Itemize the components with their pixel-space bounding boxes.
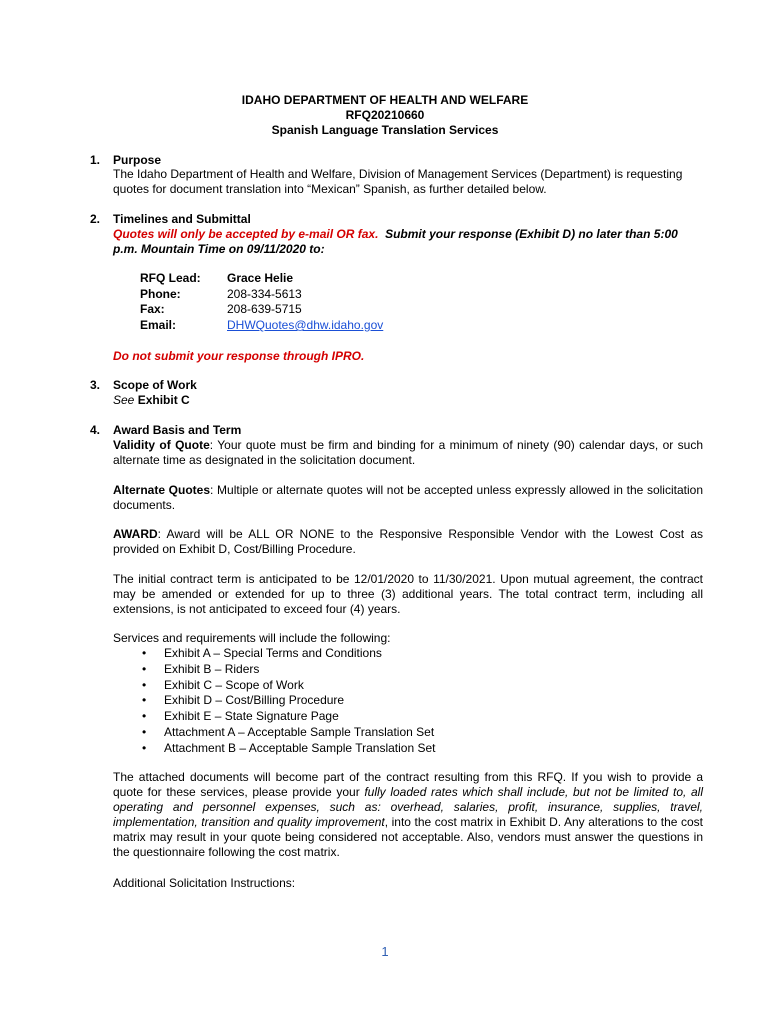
header-rfq-number: RFQ20210660 [345,108,425,122]
services-list-item [140,693,436,709]
section-3-title: Scope of Work [113,378,197,392]
section-3-number: 3. [90,378,101,392]
fax-value: 208-639-5715 [227,302,302,316]
term-paragraph: The initial contract term is anticipated to be 12/01/2020 to 11/30/2021. Upon mutual agreement, the contract may be amended or extended for up to three (3) additional years. The total contract term, including all extensions, is not anticipated to exceed four (4) years. [113,572,703,616]
section-1-number: 1. [90,153,101,167]
services-list-item [140,709,436,725]
services-list-item-label: Exhibit D – Cost/Billing Procedure [164,693,345,708]
additional-instructions: Additional Solicitation Instructions: [113,876,296,890]
rfq-lead-label: RFQ Lead: [140,271,201,285]
award-label: AWARD [113,527,158,541]
submittal-instructions [113,227,703,257]
award-text: : Award will be ALL OR NONE to the Responsive Responsible Vendor with the Lowest Cost as provided on Exhibit D, Cost/Billing Procedure. [113,527,703,556]
services-list-item [140,678,436,694]
submittal-red-text: Quotes will only be accepted by e-mail OR fax. [113,227,379,241]
services-list-item [140,741,436,757]
bullet-icon: • [142,709,147,724]
bullet-icon: • [142,693,147,708]
section-4-number: 4. [90,423,101,437]
validity-label: Validity of Quote [113,438,210,452]
header-title: Spanish Language Translation Services [271,123,499,137]
alternate-text: : Multiple or alternate quotes will not be accepted unless expressly allowed in the solicitation documents. [113,483,703,512]
services-list-item-label: Exhibit B – Riders [164,661,260,676]
award-paragraph [113,527,703,557]
validity-text: : Your quote must be firm and binding for a minimum of ninety (90) calendar days, or such alternate time as designated in the solicitation document. [113,438,703,467]
scope-exhibit: Exhibit C [137,393,190,407]
email-label: Email: [140,318,177,332]
bullet-icon: • [142,661,147,676]
phone-label: Phone: [140,287,181,301]
alternate-label: Alternate Quotes [113,483,211,497]
rfq-lead-value: Grace Helie [227,271,294,285]
bullet-icon: • [142,677,147,692]
services-list-item [140,662,436,678]
page-number: 1 [381,944,389,959]
section-2-title: Timelines and Submittal [113,212,251,226]
attached-italic-text: fully loaded rates which shall include, but not be limited to, all operating and personnel expenses, such as: overhead, salaries, profit, insurance, supplies, travel, implementation, transition and quality improvement [113,785,703,829]
services-intro: Services and requirements will include the following: [113,631,391,645]
fax-label: Fax: [140,302,165,316]
section-2-number: 2. [90,212,101,226]
phone-value: 208-334-5613 [227,287,302,301]
validity-paragraph [113,438,703,468]
header-agency: IDAHO DEPARTMENT OF HEALTH AND WELFARE [241,93,529,107]
section-4-title: Award Basis and Term [113,423,242,437]
bullet-icon: • [142,740,147,755]
services-list-item [140,646,436,662]
attached-documents-paragraph [113,770,703,860]
purpose-body: The Idaho Department of Health and Welfare, Division of Management Services (Department) is requesting quotes for document translation into “Mexican” Spanish, as further detailed below. [113,167,683,196]
services-list-item [140,725,436,741]
alternate-paragraph [113,483,703,513]
services-list [140,646,436,757]
bullet-icon: • [142,724,147,739]
submittal-deadline-text: Submit your response (Exhibit D) no later than 5:00 p.m. Mountain Time on 09/11/2020 to: [113,227,678,256]
section-1-title: Purpose [113,153,162,167]
ipro-warning: Do not submit your response through IPRO. [113,349,365,363]
scope-see: See [113,393,135,407]
email-link[interactable]: DHWQuotes@dhw.idaho.gov [227,318,384,332]
services-list-item-label: Attachment B – Acceptable Sample Translation Set [164,740,436,755]
bullet-icon: • [142,646,147,660]
services-list-item-label: Exhibit A – Special Terms and Conditions [164,646,382,660]
services-list-item-label: Exhibit E – State Signature Page [164,709,339,724]
attached-text-2: , into the cost matrix in Exhibit D. Any alterations to the cost matrix may result in your quote being considered not acceptable. Also, vendors must answer the questions in the questionnaire following the cost matrix. [113,815,703,859]
services-list-item-label: Exhibit C – Scope of Work [164,677,304,692]
scope-reference [113,393,703,408]
services-list-item-label: Attachment A – Acceptable Sample Translation Set [164,724,435,739]
attached-text-1: The attached documents will become part of the contract resulting from this RFQ. If you wish to provide a quote for these services, please provide your [113,770,703,799]
